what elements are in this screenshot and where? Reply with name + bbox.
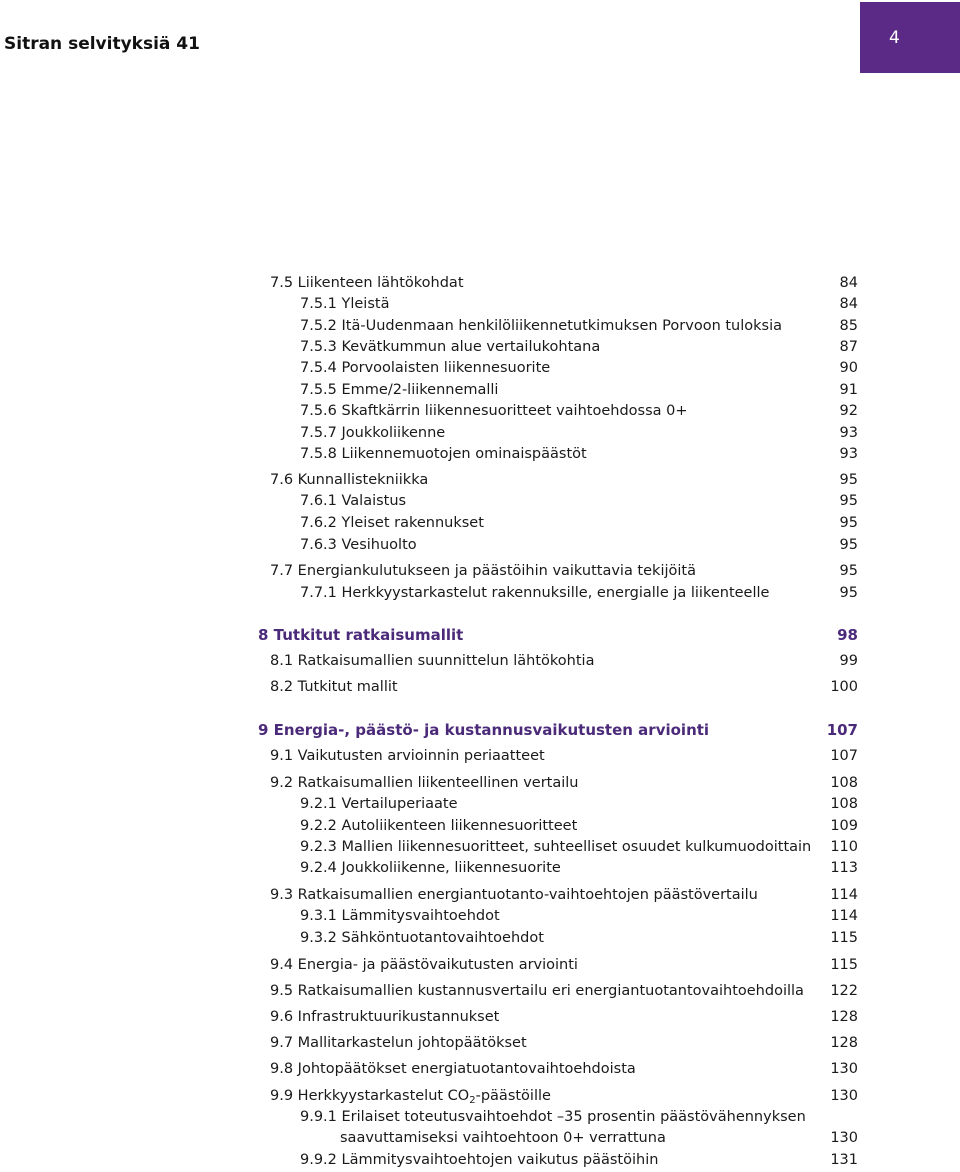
page-number-badge: [860, 2, 960, 73]
toc-entry[interactable]: [0, 294, 960, 314]
toc-entry-title: 9.7 Mallitarkastelun johtopäätökset: [270, 1035, 527, 1051]
toc-entry-title: 9.5 Ratkaisumallien kustannusvertailu eri energiantuotantovaihtoehdoilla: [270, 983, 804, 999]
toc-entry-page: 128: [830, 1009, 858, 1025]
toc-entry-page: 107: [830, 748, 858, 764]
toc-entry[interactable]: [0, 583, 960, 603]
toc-chapter-page: 107: [826, 721, 858, 739]
toc-entry-title: 7.6.2 Yleiset rakennukset: [300, 515, 484, 531]
toc-entry[interactable]: [0, 651, 960, 671]
toc-entry[interactable]: [0, 535, 960, 555]
toc-entry-title: 7.5.6 Skaftkärrin liikennesuoritteet vaihtoehdossa 0+: [300, 403, 688, 419]
toc-entry-page: 114: [830, 908, 858, 924]
toc-entry-page: 110: [830, 839, 858, 855]
toc-entry-page: 90: [839, 360, 858, 376]
toc-entry-page: 93: [839, 425, 858, 441]
toc-entry[interactable]: [0, 773, 960, 793]
toc-entry-page: 122: [830, 983, 858, 999]
toc-chapter[interactable]: [0, 625, 960, 645]
toc-chapter-page: 98: [837, 626, 858, 644]
toc-entry[interactable]: [0, 273, 960, 293]
toc-entry[interactable]: [0, 380, 960, 400]
toc-entry[interactable]: [0, 816, 960, 836]
toc-entry[interactable]: [0, 746, 960, 766]
toc-entry-title: 7.7 Energiankulutukseen ja päästöihin vaikuttavia tekijöitä: [270, 563, 696, 579]
toc-entry-page: 95: [839, 537, 858, 553]
toc-entry-title: 9.8 Johtopäätökset energiatuotantovaihtoehdoista: [270, 1061, 636, 1077]
toc-entry-page: 95: [839, 472, 858, 488]
toc-entry-title: 9.4 Energia- ja päästövaikutusten arviointi: [270, 957, 578, 973]
toc-entry-title: 7.6.3 Vesihuolto: [300, 537, 417, 553]
toc-entry-title: 7.5.4 Porvoolaisten liikennesuorite: [300, 360, 551, 376]
toc-entry-title: 7.7.1 Herkkyystarkastelut rakennuksille, energialle ja liikenteelle: [300, 585, 770, 601]
toc-entry-title: 9.6 Infrastruktuurikustannukset: [270, 1009, 500, 1025]
co2-subscript: 2: [469, 1095, 476, 1106]
toc-entry[interactable]: [0, 401, 960, 421]
toc-entry-title: 9.9.1 Erilaiset toteutusvaihtoehdot –35 prosentin päästövähennyksen: [300, 1109, 806, 1125]
toc-entry[interactable]: [0, 358, 960, 378]
toc-entry-page: 99: [839, 653, 858, 669]
toc-entry-title: 9.2 Ratkaisumallien liikenteellinen vertailu: [270, 775, 579, 791]
toc-entry-title: 9.2.1 Vertailuperiaate: [300, 796, 458, 812]
toc-entry[interactable]: [0, 316, 960, 336]
toc-entry-title: saavuttamiseksi vaihtoehtoon 0+ verrattuna: [340, 1130, 666, 1146]
toc-entry-title: 9.3 Ratkaisumallien energiantuotanto-vaihtoehtojen päästövertailu: [270, 887, 758, 903]
toc-entry-page: 95: [839, 515, 858, 531]
toc-entry-page: 115: [830, 957, 858, 973]
toc-entry[interactable]: [0, 561, 960, 581]
toc-entry[interactable]: [0, 423, 960, 443]
toc-chapter-title: 8 Tutkitut ratkaisumallit: [258, 626, 464, 644]
toc-entry-page: 128: [830, 1035, 858, 1051]
toc-entry-page: 130: [830, 1088, 858, 1104]
toc-entry-continuation[interactable]: [0, 1128, 960, 1148]
toc-entry-page: 92: [839, 403, 858, 419]
toc-entry-title: 9.2.3 Mallien liikennesuoritteet, suhteelliset osuudet kulkumuodoittain: [300, 839, 812, 855]
toc-entry-page: 85: [839, 318, 858, 334]
toc-entry-title: 9.2.4 Joukkoliikenne, liikennesuorite: [300, 860, 561, 876]
toc-entry-page: 130: [830, 1130, 858, 1146]
toc-entry-page: 115: [830, 930, 858, 946]
toc-entry[interactable]: [0, 885, 960, 905]
toc-entry[interactable]: [0, 981, 960, 1001]
toc-entry[interactable]: [0, 337, 960, 357]
toc-entry[interactable]: [0, 677, 960, 697]
toc-entry-page: 93: [839, 446, 858, 462]
toc-entry[interactable]: [0, 794, 960, 814]
toc-entry[interactable]: [0, 955, 960, 975]
toc-entry-title: 7.5.7 Joukkoliikenne: [300, 425, 446, 441]
toc-entry[interactable]: [0, 906, 960, 926]
toc-entry-title: 9.9.2 Lämmitysvaihtoehtojen vaikutus päästöihin: [300, 1152, 659, 1168]
toc-entry[interactable]: [0, 444, 960, 464]
toc-entry[interactable]: [0, 470, 960, 490]
toc-entry-page: 109: [830, 818, 858, 834]
toc-entry-page: 95: [839, 585, 858, 601]
toc-entry[interactable]: [0, 1107, 960, 1127]
toc-entry-title: 9.2.2 Autoliikenteen liikennesuoritteet: [300, 818, 578, 834]
toc-entry-page: 84: [839, 275, 858, 291]
toc-entry-page: 84: [839, 296, 858, 312]
toc-entry-title: 8.2 Tutkitut mallit: [270, 679, 398, 695]
toc-entry-title: [270, 1086, 551, 1106]
toc-chapter[interactable]: [0, 720, 960, 740]
toc-entry-page: 131: [830, 1152, 858, 1168]
toc-entry-page: 108: [830, 796, 858, 812]
toc-entry[interactable]: [0, 1033, 960, 1053]
toc-entry-title: 9.1 Vaikutusten arvioinnin periaatteet: [270, 748, 545, 764]
toc-entry-title: 7.5.1 Yleistä: [300, 296, 390, 312]
toc-entry-title: 7.6.1 Valaistus: [300, 493, 407, 509]
toc-entry[interactable]: [0, 1007, 960, 1027]
toc-entry-title: 7.5 Liikenteen lähtökohdat: [270, 275, 464, 291]
toc-chapter-title: 9 Energia-, päästö- ja kustannusvaikutusten arviointi: [258, 721, 710, 739]
toc-entry-page: 95: [839, 563, 858, 579]
toc-entry[interactable]: [0, 1059, 960, 1079]
toc-entry-title: 9.3.1 Lämmitysvaihtoehdot: [300, 908, 500, 924]
toc-entry-page: 95: [839, 493, 858, 509]
toc-entry[interactable]: [0, 837, 960, 857]
toc-entry-page: 100: [830, 679, 858, 695]
toc-entry-page: 113: [830, 860, 858, 876]
toc-entry[interactable]: [0, 1150, 960, 1170]
toc-entry-title: 7.5.8 Liikennemuotojen ominaispäästöt: [300, 446, 587, 462]
toc-entry-title: 9.3.2 Sähköntuotantovaihtoehdot: [300, 930, 544, 946]
toc-entry-page: 91: [839, 382, 858, 398]
toc-entry-page: 108: [830, 775, 858, 791]
toc-entry-title: 8.1 Ratkaisumallien suunnittelun lähtökohtia: [270, 653, 595, 669]
toc-entry[interactable]: [0, 1086, 960, 1106]
page-number: 4: [889, 28, 900, 48]
toc-entry-page: 130: [830, 1061, 858, 1077]
publication-title: Sitran selvityksiä 41: [4, 34, 200, 54]
toc-entry-title-suffix: -päästöille: [475, 1088, 551, 1104]
toc-entry[interactable]: [0, 858, 960, 878]
toc-entry[interactable]: [0, 513, 960, 533]
toc-entry-title: 7.5.2 Itä-Uudenmaan henkilöliikennetutkimuksen Porvoon tuloksia: [300, 318, 783, 334]
toc-entry-title: 7.5.5 Emme/2-liikennemalli: [300, 382, 499, 398]
toc-entry[interactable]: [0, 491, 960, 511]
toc-entry-page: 114: [830, 887, 858, 903]
toc-entry[interactable]: [0, 928, 960, 948]
toc-entry-title: 7.5.3 Kevätkummun alue vertailukohtana: [300, 339, 601, 355]
toc-entry-title-text: 9.9 Herkkyystarkastelut CO: [270, 1088, 470, 1104]
toc-entry-title: 7.6 Kunnallistekniikka: [270, 472, 429, 488]
toc-entry-page: 87: [839, 339, 858, 355]
